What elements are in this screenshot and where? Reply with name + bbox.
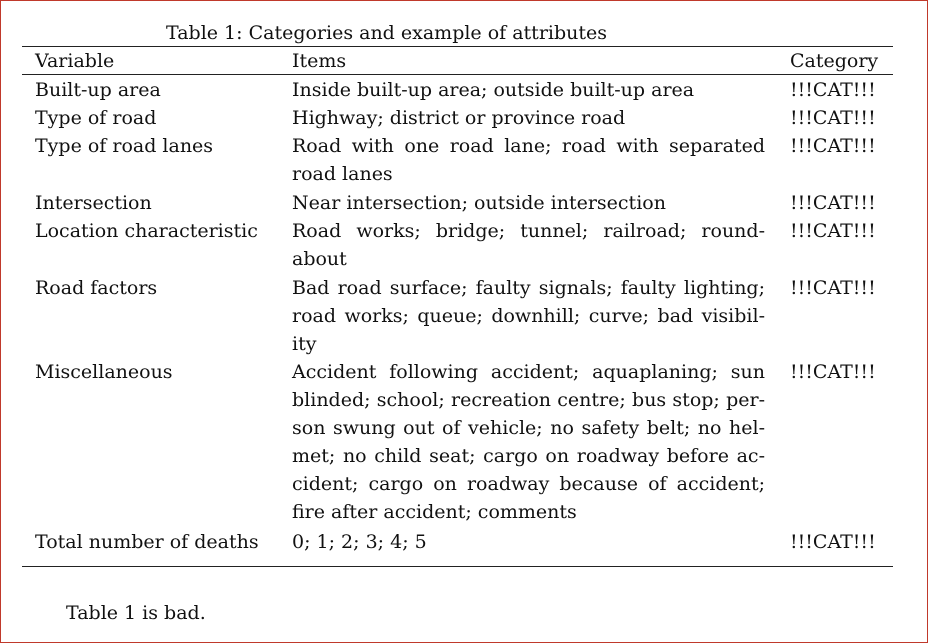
header-category: Category — [790, 50, 879, 72]
body-text: Table 1 is bad. — [66, 602, 206, 624]
cell-variable: Intersection — [35, 192, 152, 214]
cell-variable: Miscellaneous — [35, 361, 173, 383]
table-bottom-rule — [22, 566, 893, 567]
cell-items: Accident following accident; aquaplaning; sun blinded; school; recreation centre; bus stop; per-son swung out of vehicle; no safety belt; no hel-met; no child seat; cargo on roadway before ac-cident; cargo on roadway because of accident; fire after accident; comments — [292, 361, 765, 523]
cell-items: Near intersection; outside intersection — [292, 192, 666, 214]
cell-category: !!!CAT!!! — [790, 192, 876, 214]
cell-items: Inside built-up area; outside built-up area — [292, 79, 695, 101]
cell-variable: Type of road lanes — [35, 135, 214, 157]
table-caption: Table 1: Categories and example of attributes — [166, 22, 608, 44]
cell-category: !!!CAT!!! — [790, 79, 876, 101]
cell-category: !!!CAT!!! — [790, 277, 876, 299]
cell-category: !!!CAT!!! — [790, 107, 876, 129]
cell-category: !!!CAT!!! — [790, 135, 876, 157]
cell-variable: Type of road — [35, 107, 157, 129]
cell-items: Road works; bridge; tunnel; railroad; round-about — [292, 220, 765, 270]
header-items: Items — [292, 50, 347, 72]
table-header-rule — [22, 74, 893, 75]
cell-category: !!!CAT!!! — [790, 361, 876, 383]
cell-category: !!!CAT!!! — [790, 531, 876, 553]
cell-variable: Location characteristic — [35, 220, 258, 242]
cell-items: 0; 1; 2; 3; 4; 5 — [292, 531, 427, 553]
header-variable: Variable — [35, 50, 115, 72]
cell-variable: Road factors — [35, 277, 158, 299]
cell-variable: Total number of deaths — [35, 531, 259, 553]
cell-items: Road with one road lane; road with separated road lanes — [292, 135, 765, 185]
cell-category: !!!CAT!!! — [790, 220, 876, 242]
cell-items: Highway; district or province road — [292, 107, 626, 129]
cell-items: Bad road surface; faulty signals; faulty lighting; road works; queue; downhill; curve; bad visibil-ity — [292, 277, 765, 355]
cell-variable: Built-up area — [35, 79, 161, 101]
